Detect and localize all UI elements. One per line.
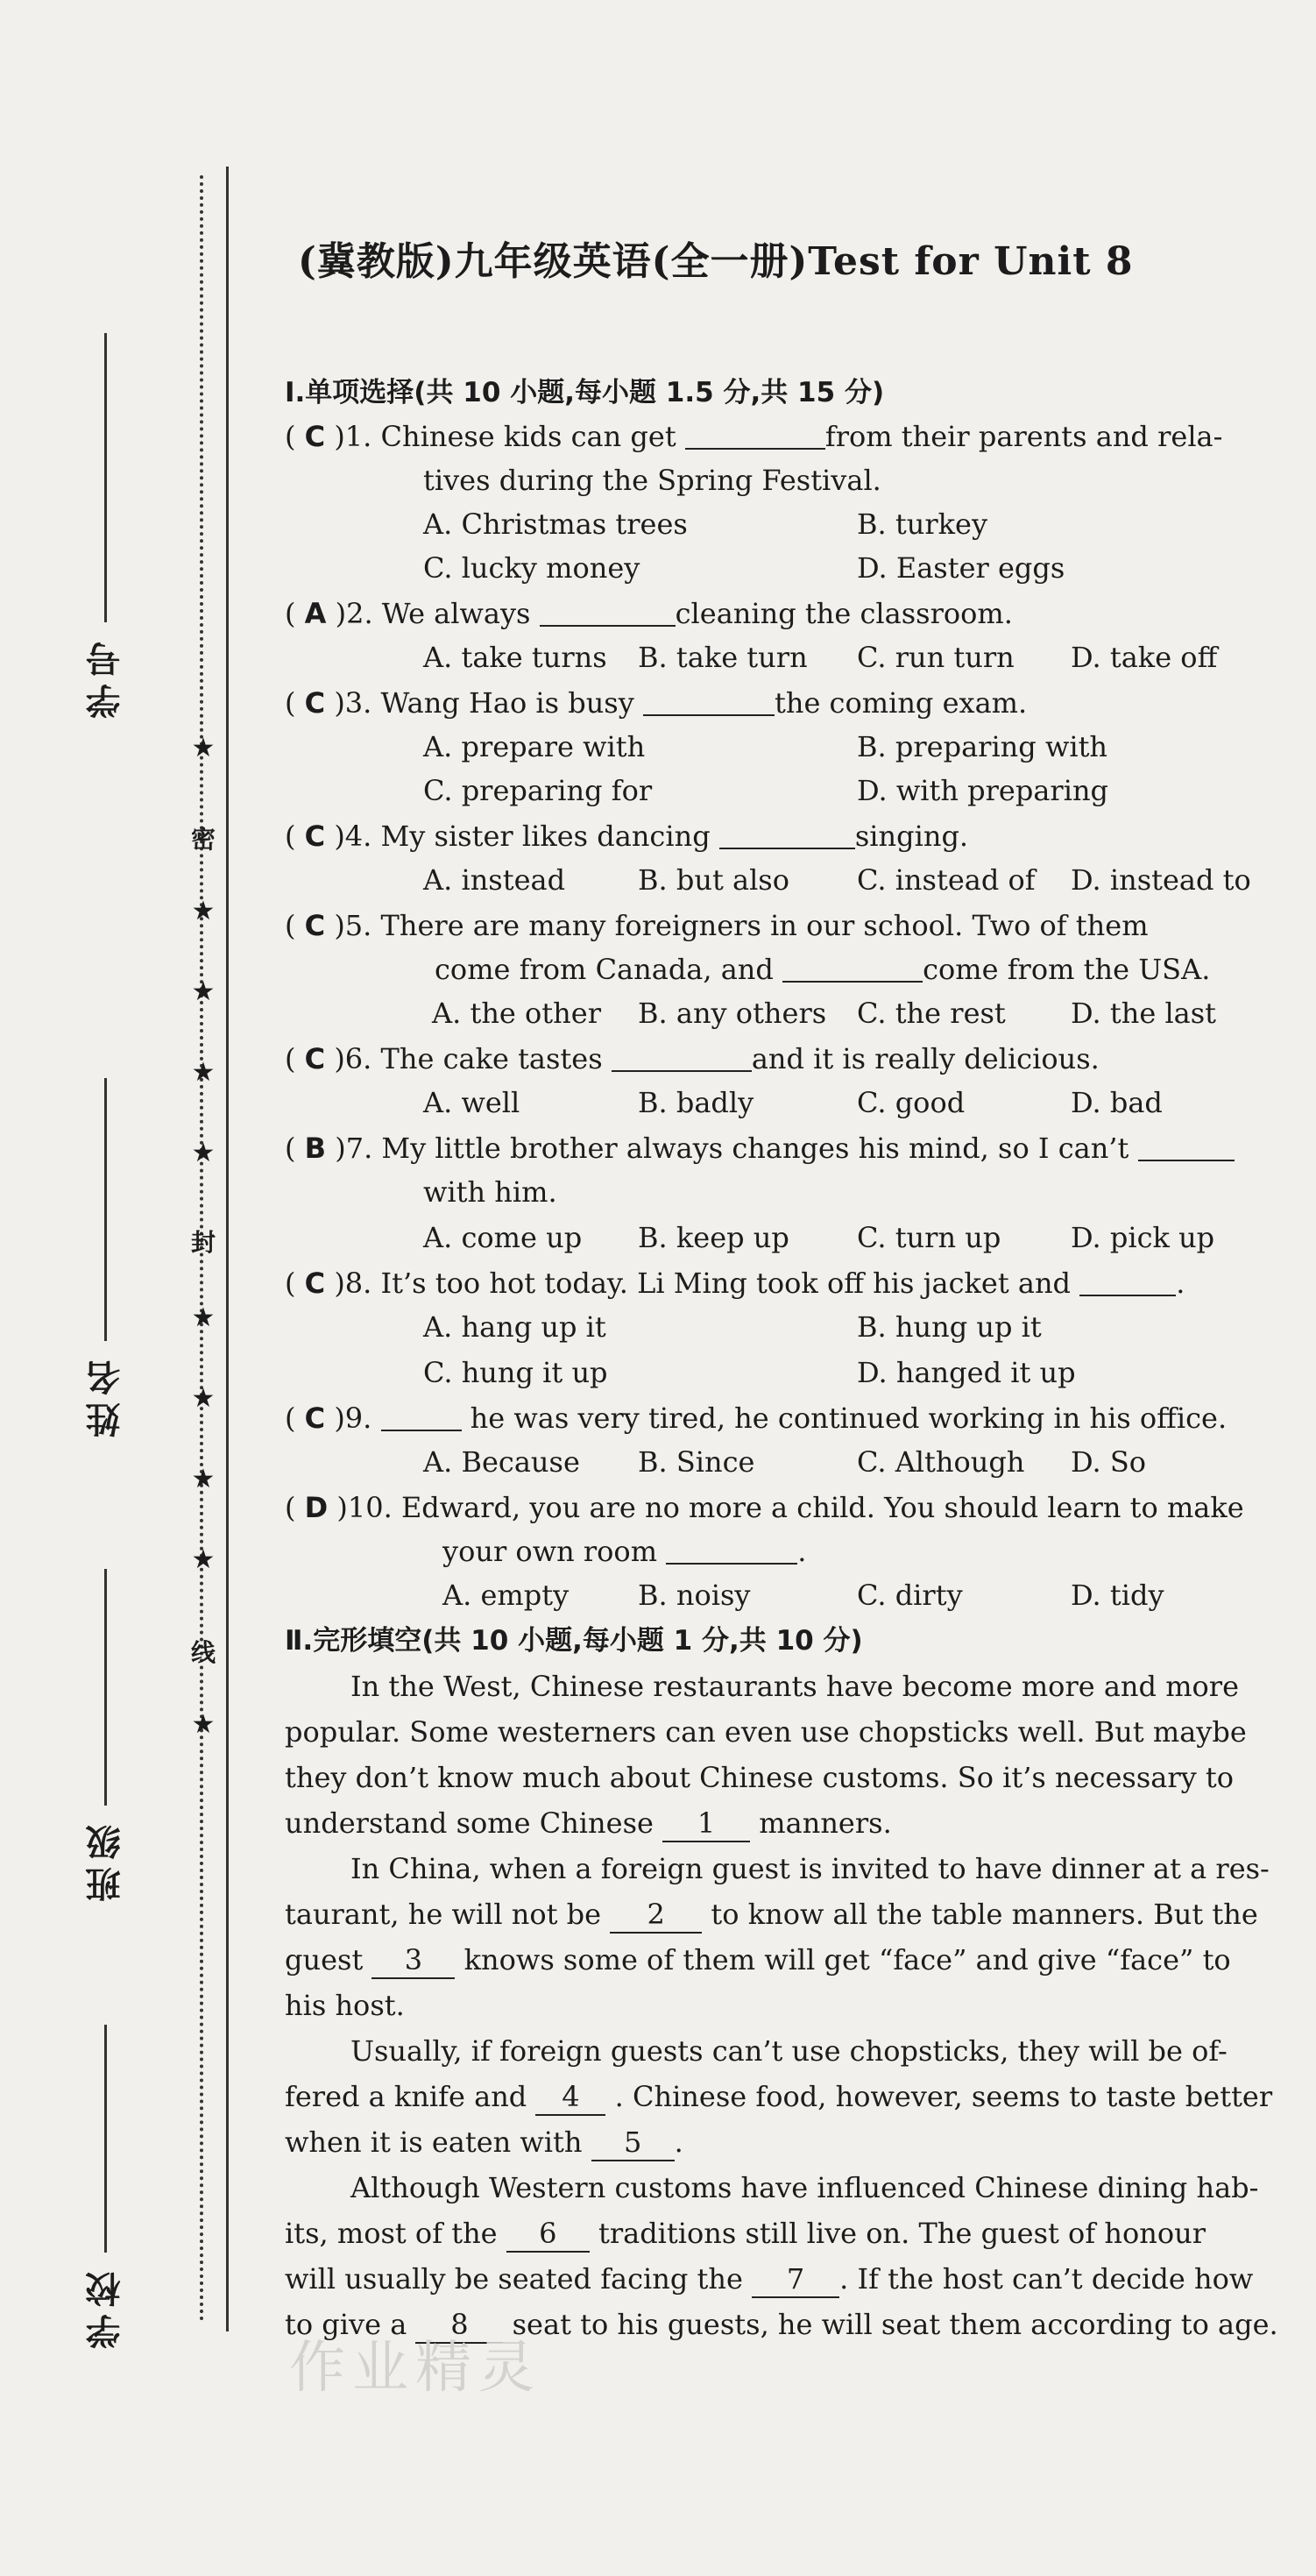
q9-option-b: B. Since [638,1445,755,1479]
q5-option-b: B. any others [638,997,827,1030]
passage-text: fered a knife and [285,2080,527,2113]
q7-stem-2: with him. [423,1175,557,1209]
school-label: 学校 [85,2265,126,2349]
star-icon: ★ [191,1383,216,1414]
star-icon: ★ [191,1544,216,1575]
q4-stem-text: )4. My sister likes dancing [334,820,711,853]
student-name-label: 姓名 [85,1353,126,1437]
q10-option-c: C. dirty [857,1579,963,1612]
q6-blank [612,1044,752,1072]
q3-blank [643,688,775,716]
q5-stem: ( C )5. There are many foreigners in our school. Two of them [285,909,1149,942]
star-icon: ★ [191,1464,216,1494]
q3-option-b: B. preparing with [857,730,1108,763]
school-blank [104,2025,107,2253]
q10-stem-text: )10. Edward, you are no more a child. You should learn to make [336,1491,1244,1524]
passage-text: when it is eaten with [285,2125,583,2159]
q7-answer: B [304,1132,327,1165]
cloze-blank-3: 3 [371,1942,455,1979]
margin-border-line [226,167,229,2331]
q10-option-b: B. noisy [638,1579,751,1612]
seal-mi: 密 [190,825,216,854]
seal-xian: 线 [190,1638,216,1667]
q5-stem-text: come from the USA. [923,953,1211,986]
q1-stem-text: )1. Chinese kids can get [334,420,676,453]
star-icon: ★ [191,1057,216,1088]
passage-line [285,2125,683,2161]
q5-blank [782,954,923,983]
q1-stem-text: from their parents and rela- [824,420,1223,453]
part2-heading: Ⅱ.完形填空(共 10 小题,每小题 1 分,共 10 分) [285,1625,863,1657]
q8-stem-text: . [1176,1267,1185,1300]
q10-option-d: D. tidy [1071,1579,1164,1612]
q6-answer: C [304,1042,326,1075]
passage-text: understand some Chinese [285,1806,654,1840]
q1-stem-2: tives during the Spring Festival. [423,464,881,497]
q10-stem-2 [442,1534,806,1569]
passage-text: . If the host can’t decide how [839,2262,1254,2296]
q9-option-c: C. Although [857,1445,1025,1479]
cloze-blank-4: 4 [535,2079,605,2116]
q1-stem: ( C )1. Chinese kids can get from their parents and rela- [285,420,1223,453]
q1-option-d: D. Easter eggs [857,551,1065,585]
passage-text: to give a [285,2308,407,2341]
q7-stem: ( B )7. My little brother always changes his mind, so I can’t [285,1131,1235,1166]
q4-stem: ( C )4. My sister likes dancing singing. [285,820,969,853]
student-name-blank [104,1078,107,1341]
passage-text: taurant, he will not be [285,1898,602,1931]
passage-text: knows some of them will get “face” and give “face” to [463,1943,1231,1976]
q5-option-a: A. the other [432,997,601,1030]
q4-blank [719,821,855,849]
q8-answer: C [304,1267,326,1300]
q8-stem-text: )8. It’s too hot today. Li Ming took off his jacket and [334,1267,1072,1300]
q10-stem-text: . [797,1535,807,1568]
q7-option-d: D. pick up [1071,1221,1215,1254]
q6-stem: ( C )6. The cake tastes and it is really delicious. [285,1042,1100,1075]
passage-line: Usually, if foreign guests can’t use chopsticks, they will be of- [350,2034,1228,2068]
q10-blank [666,1536,797,1565]
q1-answer: C [304,420,326,453]
q6-stem-text: )6. The cake tastes [334,1042,603,1075]
q5-answer: C [304,909,326,942]
part1-heading: Ⅰ.单项选择(共 10 小题,每小题 1.5 分,共 15 分) [285,377,885,408]
page-title: (冀教版)九年级英语(全一册)Test for Unit 8 [298,239,1134,284]
q7-option-b: B. keep up [638,1221,789,1254]
school-field [77,2025,133,2361]
q5-stem-text: come from Canada, and [435,953,774,986]
star-icon: ★ [191,1138,216,1168]
q10-stem: ( D )10. Edward, you are no more a child. You should learn to make [285,1491,1244,1524]
passage-line: his host. [285,1989,405,2022]
q7-option-a: A. come up [423,1221,583,1254]
passage-text: traditions still live on. The guest of honour [598,2217,1206,2250]
cloze-blank-8: 8 [415,2307,503,2344]
passage-line [285,2261,1253,2298]
q1-option-a: A. Christmas trees [423,507,688,541]
student-id-blank [104,333,107,622]
q8-option-b: B. hung up it [857,1310,1042,1344]
q6-option-d: D. bad [1071,1086,1163,1119]
q7-option-c: C. turn up [857,1221,1001,1254]
q6-option-a: A. well [423,1086,520,1119]
q3-stem-text: )3. Wang Hao is busy [334,686,634,720]
q10-stem-text: your own room [442,1535,658,1568]
class-field [77,1569,133,1914]
passage-line: In the West, Chinese restaurants have become more and more [350,1670,1240,1703]
cloze-blank-7: 7 [752,2261,839,2298]
q2-option-b: B. take turn [638,641,808,674]
q8-option-c: C. hung it up [423,1356,608,1389]
q5-option-d: D. the last [1071,997,1217,1030]
q8-stem: ( C )8. It’s too hot today. Li Ming took off his jacket and . [285,1267,1185,1300]
class-label: 班级 [85,1818,126,1902]
q4-stem-text: singing. [854,820,969,853]
q8-option-a: A. hang up it [423,1310,606,1344]
q6-stem-text: and it is really delicious. [751,1042,1100,1075]
q5-stem-2 [435,952,1210,987]
passage-line: In China, when a foreign guest is invited to have dinner at a res- [350,1852,1270,1885]
q4-option-d: D. instead to [1071,863,1251,897]
q4-option-a: A. instead [423,863,566,897]
q9-blank [381,1403,462,1431]
q2-option-d: D. take off [1071,641,1218,674]
q2-option-c: C. run turn [857,641,1015,674]
passage-line [285,2216,1206,2253]
passage-text: its, most of the [285,2217,498,2250]
q3-answer: C [304,686,326,720]
q5-option-c: C. the rest [857,997,1006,1030]
star-icon: ★ [191,1302,216,1333]
star-icon: ★ [191,896,216,926]
q4-option-b: B. but also [638,863,789,897]
q2-stem-text: )2. We always [335,597,531,630]
cloze-blank-5: 5 [591,2125,675,2161]
cloze-blank-2: 2 [610,1897,702,1934]
q9-stem-text: )9. [334,1402,372,1435]
watermark: 作业精灵 [289,2336,541,2401]
star-icon: ★ [191,733,216,763]
q7-blank [1138,1133,1235,1161]
passage-line [285,2079,1272,2116]
q9-stem: ( C )9. he was very tired, he continued working in his office. [285,1402,1228,1435]
q6-option-b: B. badly [638,1086,754,1119]
q9-option-d: D. So [1071,1445,1147,1479]
q1-option-c: C. lucky money [423,551,640,585]
passage-text: seat to his guests, he will seat them according to age. [512,2308,1278,2341]
q10-option-a: A. empty [442,1579,570,1612]
q2-blank [540,599,676,627]
seal-feng: 封 [190,1228,216,1257]
q1-option-b: B. turkey [857,507,988,541]
q3-option-a: A. prepare with [423,730,646,763]
passage-text: . [674,2125,683,2159]
passage-line: Although Western customs have influenced Chinese dining hab- [350,2171,1259,2204]
student-name-field [77,1078,133,1450]
passage-text: guest [285,1943,364,1976]
q2-answer: A [304,597,327,630]
q10-answer: D [304,1491,329,1524]
q2-stem-text: cleaning the classroom. [675,597,1013,630]
q8-blank [1079,1268,1176,1296]
star-icon: ★ [191,1709,216,1740]
q8-option-d: D. hanged it up [857,1356,1076,1389]
q2-stem: ( A )2. We always cleaning the classroom. [285,597,1013,630]
q1-blank [685,422,825,450]
q7-stem-text: )7. My little brother always changes his mind, so I can’t [335,1132,1129,1165]
passage-text: manners. [759,1806,892,1840]
binding-margin [0,0,228,2576]
passage-line [285,1942,1231,1979]
q3-option-d: D. with preparing [857,774,1109,807]
passage-line: they don’t know much about Chinese customs. So it’s necessary to [285,1761,1234,1794]
q5-stem-text: )5. There are many foreigners in our school. Two of them [334,909,1149,942]
cloze-blank-1: 1 [662,1806,750,1842]
q3-stem: ( C )3. Wang Hao is busy the coming exam. [285,686,1028,720]
q6-option-c: C. good [857,1086,966,1119]
passage-text: will usually be seated facing the [285,2262,743,2296]
passage-line: popular. Some westerners can even use chopsticks well. But maybe [285,1715,1247,1749]
passage-text: . Chinese food, however, seems to taste better [614,2080,1273,2113]
passage-line [285,1897,1258,1934]
q3-stem-text: the coming exam. [774,686,1028,720]
q3-option-c: C. preparing for [423,774,653,807]
q9-answer: C [304,1402,326,1435]
cloze-blank-6: 6 [506,2216,590,2253]
q9-option-a: A. Because [423,1445,580,1479]
q4-answer: C [304,820,326,853]
student-id-label: 学号 [85,635,126,719]
passage-line [285,1806,892,1842]
student-id-field [77,333,133,731]
q4-option-c: C. instead of [857,863,1036,897]
passage-text: to know all the table manners. But the [711,1898,1258,1931]
star-icon: ★ [191,976,216,1007]
class-blank [104,1569,107,1806]
q2-option-a: A. take turns [423,641,607,674]
q9-stem-text: he was very tired, he continued working in his office. [470,1402,1228,1435]
